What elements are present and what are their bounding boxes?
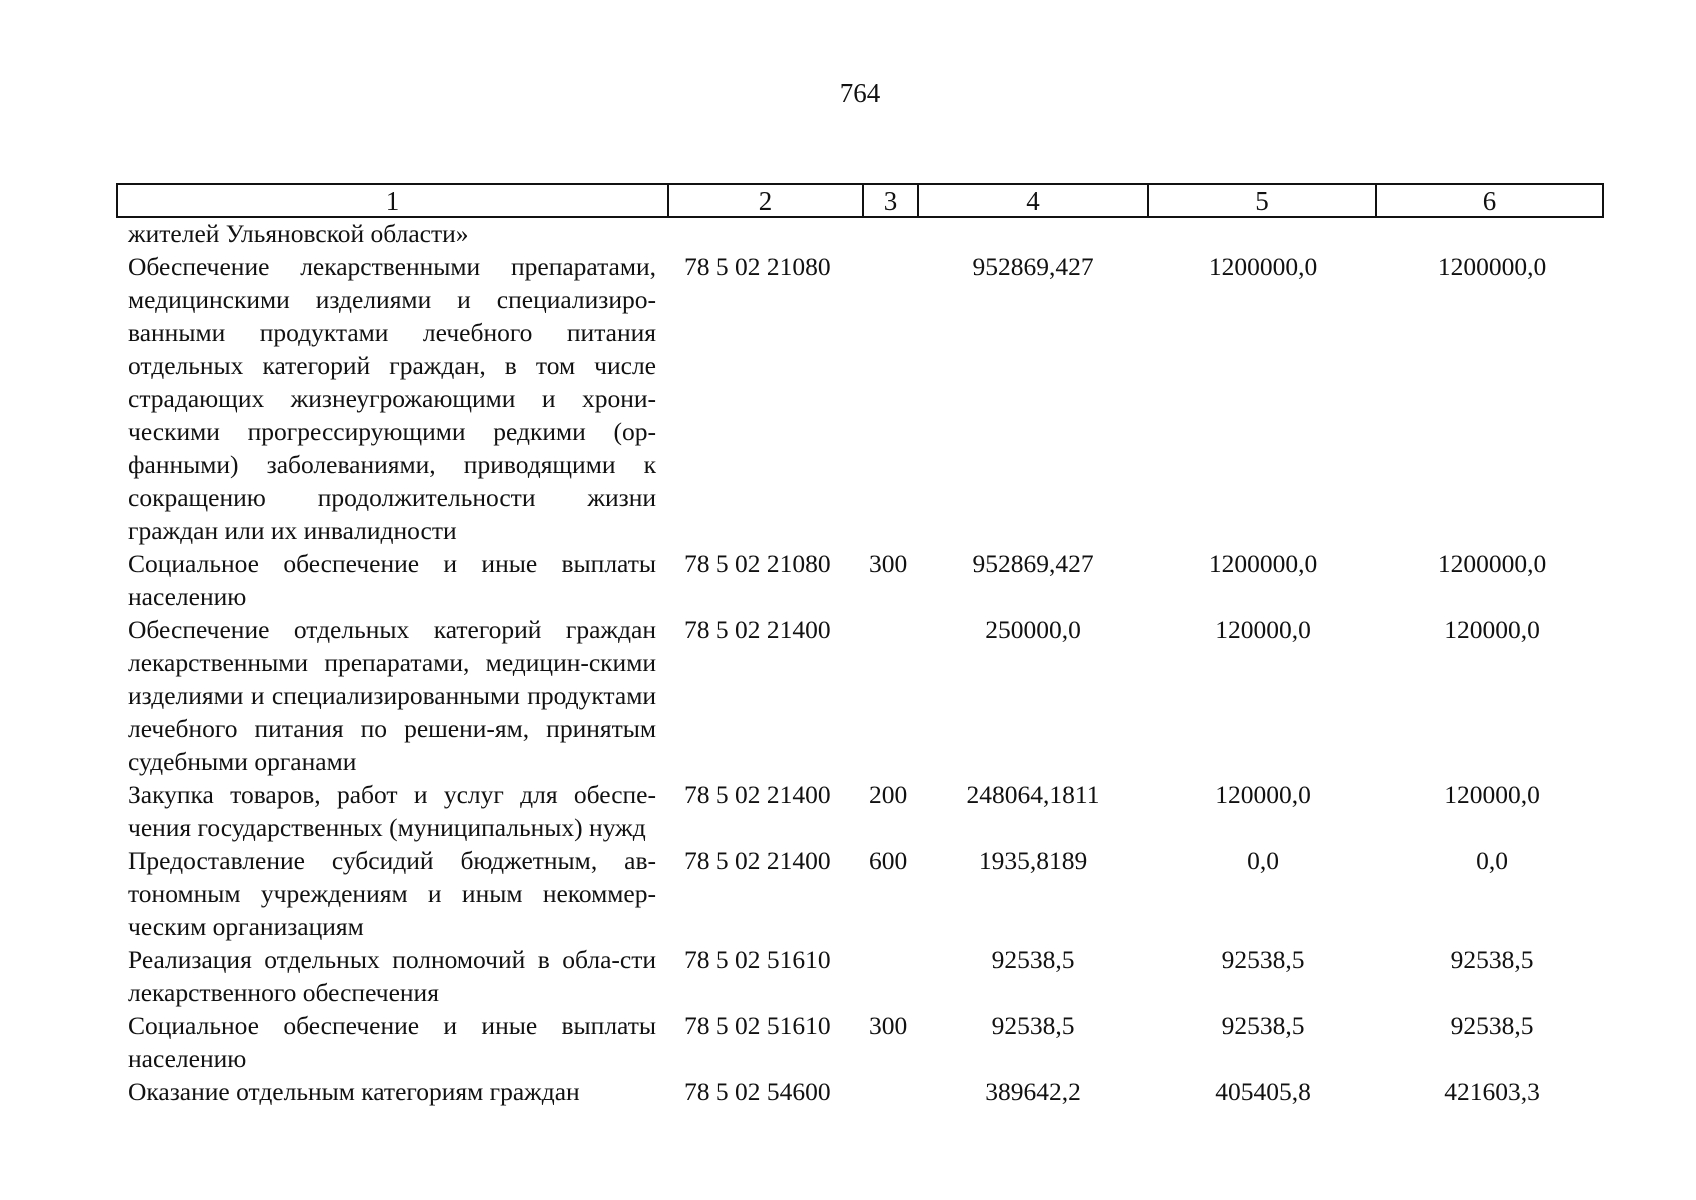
table-row (0, 1075, 1696, 1108)
row-value-col5: 120000,0 (1215, 615, 1311, 644)
row-type: 200 (869, 780, 908, 809)
row-value-col4: 250000,0 (985, 615, 1081, 644)
row-code: 78 5 02 21400 (684, 780, 831, 809)
column-header-4: 4 (919, 185, 1149, 216)
row-name: Обеспечение отдельных категорий граждан лекарственными препаратами, медицин-скими изделиями и специализированными продуктами лечебного питания по решени-ям, принятым судебными органами (128, 615, 656, 776)
row-type: 300 (869, 1011, 908, 1040)
row-value-col4: 1935,8189 (978, 846, 1088, 875)
row-value-col6: 120000,0 (1444, 615, 1540, 644)
column-header-1: 1 (118, 185, 669, 216)
continuation-row (0, 217, 1696, 250)
row-value-col4: 248064,1811 (966, 780, 1100, 809)
row-code: 78 5 02 21400 (684, 615, 831, 644)
row-value-col6: 421603,3 (1444, 1077, 1540, 1106)
row-value-col4: 389642,2 (985, 1077, 1081, 1106)
row-value-col6: 92538,5 (1450, 1011, 1534, 1040)
row-name: Социальное обеспечение и иные выплаты населению (128, 549, 656, 611)
continuation-text: жителей Ульяновской области» (128, 219, 469, 248)
page-number: 764 (839, 78, 881, 108)
row-value-col5: 0,0 (1247, 846, 1279, 875)
row-type: 600 (869, 846, 908, 875)
table-header-row (116, 183, 1604, 218)
row-value-col5: 1200000,0 (1208, 252, 1318, 281)
row-value-col4: 92538,5 (991, 1011, 1075, 1040)
column-header-2: 2 (669, 185, 864, 216)
row-value-col6: 92538,5 (1450, 945, 1534, 974)
row-value-col6: 120000,0 (1444, 780, 1540, 809)
table-row (0, 778, 1696, 844)
row-value-col5: 120000,0 (1215, 780, 1311, 809)
row-name: Социальное обеспечение и иные выплаты населению (128, 1011, 656, 1073)
table-body (0, 217, 1696, 1108)
row-name: Закупка товаров, работ и услуг для обеспе-чения государственных (муниципальных) нужд (128, 780, 656, 842)
row-name: Оказание отдельным категориям граждан (128, 1077, 580, 1106)
row-code: 78 5 02 54600 (684, 1077, 831, 1106)
row-name: Предоставление субсидий бюджетным, ав-тономным учреждениям и иным некоммер-ческим организациям (128, 846, 656, 941)
row-value-col6: 1200000,0 (1437, 549, 1547, 578)
table-row (0, 943, 1696, 1009)
table-row (0, 1009, 1696, 1075)
row-code: 78 5 02 21400 (684, 846, 831, 875)
row-type: 300 (869, 549, 908, 578)
column-header-3: 3 (864, 185, 919, 216)
row-value-col5: 92538,5 (1221, 1011, 1305, 1040)
row-value-col5: 405405,8 (1215, 1077, 1311, 1106)
row-code: 78 5 02 51610 (684, 945, 831, 974)
column-header-6: 6 (1482, 186, 1497, 216)
row-value-col4: 952869,427 (972, 549, 1094, 578)
table-row (0, 613, 1696, 778)
row-code: 78 5 02 21080 (684, 252, 831, 281)
table-row (0, 547, 1696, 613)
row-value-col5: 1200000,0 (1208, 549, 1318, 578)
column-header-5: 5 (1149, 185, 1377, 216)
row-value-col6: 0,0 (1476, 846, 1508, 875)
table-row (0, 844, 1696, 943)
row-code: 78 5 02 51610 (684, 1011, 831, 1040)
row-value-col5: 92538,5 (1221, 945, 1305, 974)
row-value-col4: 92538,5 (991, 945, 1075, 974)
row-name: Реализация отдельных полномочий в обла-сти лекарственного обеспечения (128, 945, 656, 1007)
row-code: 78 5 02 21080 (684, 549, 831, 578)
row-value-col6: 1200000,0 (1437, 252, 1547, 281)
row-name: Обеспечение лекарственными препаратами, медицинскими изделиями и специализиро-ванными продуктами лечебного питания отдельных категорий граждан, в том числе страдающих жизнеугрожающими и хрони-ческими прогрессирующими редкими (ор-фанными) заболеваниями, приводящими к сокращению продолжительности жизни граждан или их инвалидности (128, 252, 656, 545)
table-row (0, 250, 1696, 547)
row-value-col4: 952869,427 (972, 252, 1094, 281)
